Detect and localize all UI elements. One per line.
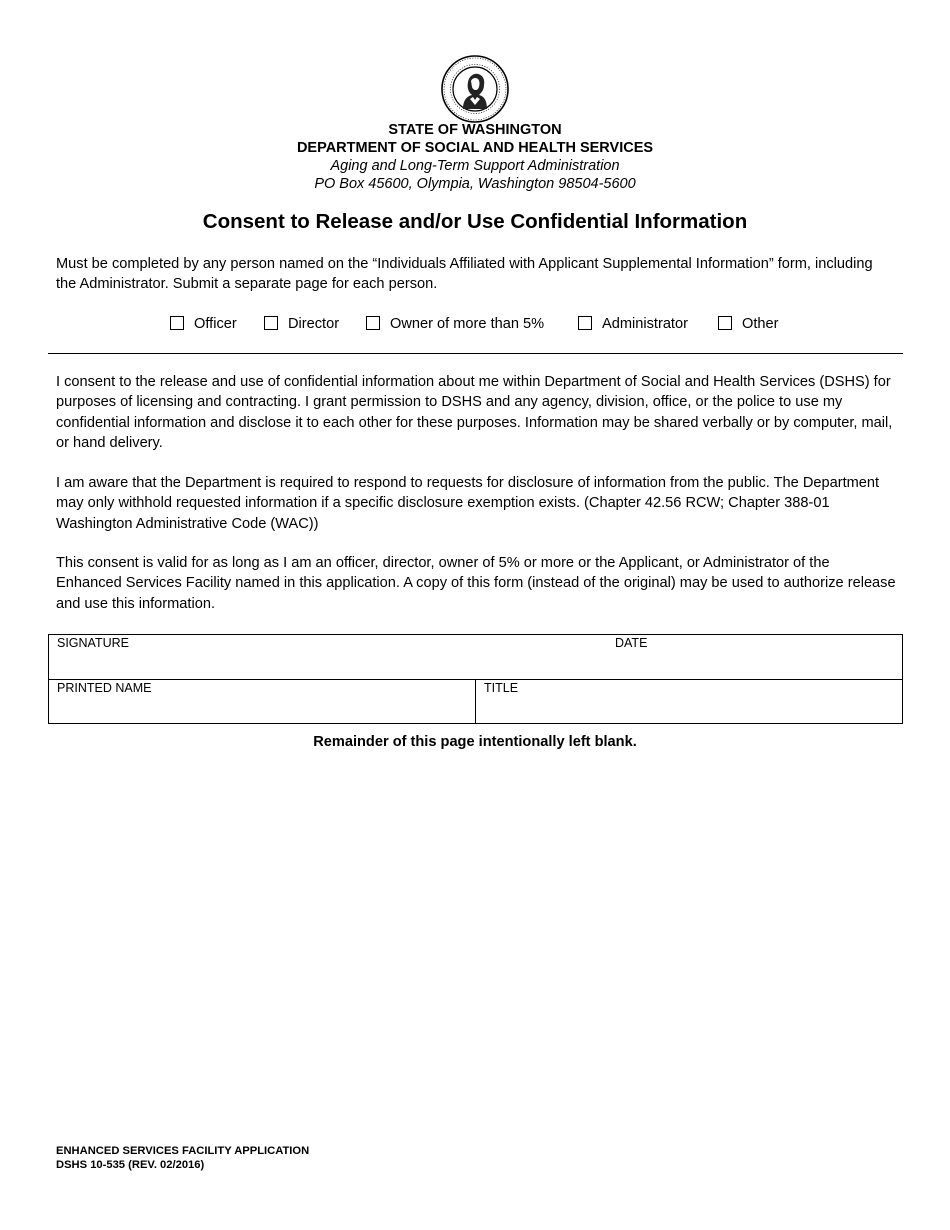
printed-name-field-label: PRINTED NAME — [57, 681, 152, 695]
consent-paragraph: I consent to the release and use of confidential information about me within Department of Social and Health Services (DSHS) for purposes of licensing and contracting. I grant permission to DSHS and any agency, division, office, or the police to use my confidential information and disclose it to each other for these purposes. Information may be shared verbally or by computer, mail, or hand delivery. — [56, 374, 893, 452]
date-field-label: DATE — [615, 636, 648, 650]
director-checkbox[interactable] — [264, 316, 278, 330]
signature-table — [48, 634, 903, 724]
other-checkbox[interactable] — [718, 316, 732, 330]
state-seal-logo — [441, 55, 509, 123]
administration-name: Aging and Long-Term Support Administration — [330, 158, 620, 174]
mailing-address: PO Box 45600, Olympia, Washington 98504-5600 — [314, 176, 636, 192]
section-divider — [48, 353, 903, 354]
validity-paragraph: This consent is valid for as long as I am an officer, director, owner of 5% or more or the Applicant, or Administrator of the Enhanced Services Facility named in this application. A copy of this form (instead of the original) may be used to authorize release and use this information. — [56, 555, 896, 612]
department-name: DEPARTMENT OF SOCIAL AND HEALTH SERVICES — [296, 140, 654, 156]
owner-more-than-5-checkbox[interactable] — [366, 316, 380, 330]
administrator-label: Administrator — [602, 316, 688, 332]
disclosure-paragraph: I am aware that the Department is required to respond to requests for disclosure of information from the public. The Department may only withhold requested information if a specific disclosure exemption exists. (Chapter 42.56 RCW; Chapter 388-01 Washington Administrative Code (WAC)) — [56, 475, 880, 532]
footer-form-number: DSHS 10-535 (REV. 02/2016) — [56, 1159, 205, 1171]
officer-checkbox[interactable] — [170, 316, 184, 330]
signature-field-label: SIGNATURE — [57, 636, 129, 650]
owner-more-than-5-label: Owner of more than 5% — [390, 316, 545, 332]
officer-label: Officer — [194, 316, 237, 332]
blank-page-notice: Remainder of this page intentionally left blank. — [313, 734, 637, 750]
title-field-label: TITLE — [484, 681, 519, 695]
form-title: Consent to Release and/or Use Confidential Information — [202, 210, 748, 233]
instructions-text: Must be completed by any person named on the “Individuals Affiliated with Applicant Supplemental Information” form, including the Administrator. Submit a separate page for each person. — [56, 256, 873, 293]
footer-form-name: ENHANCED SERVICES FACILITY APPLICATION — [56, 1145, 310, 1157]
state-name: STATE OF WASHINGTON — [388, 122, 562, 138]
director-label: Director — [288, 316, 340, 332]
other-label: Other — [742, 316, 779, 332]
role-checkbox-group — [0, 314, 950, 334]
administrator-checkbox[interactable] — [578, 316, 592, 330]
